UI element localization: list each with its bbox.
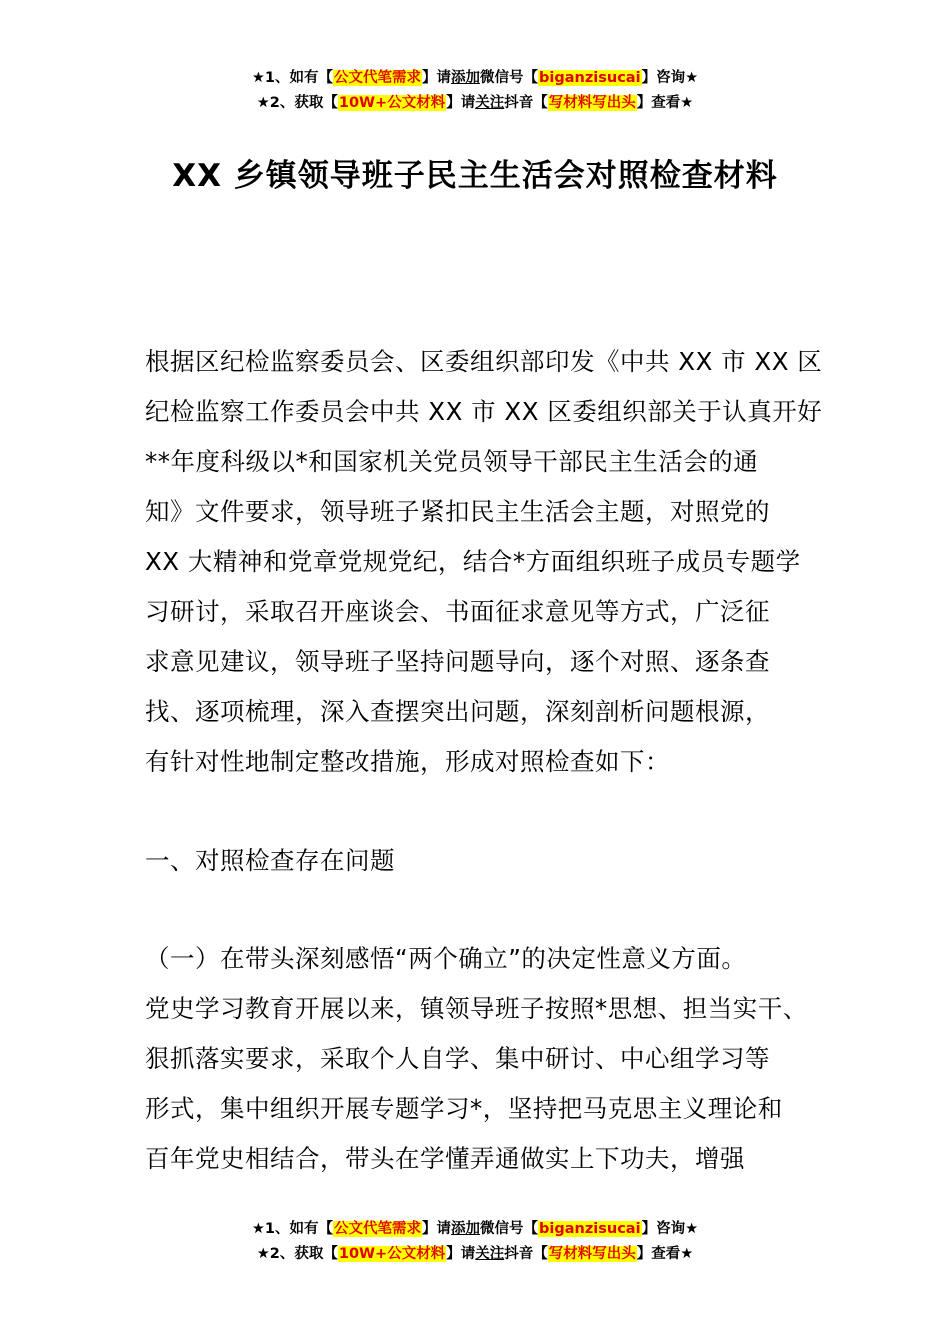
paragraph-line: 根据区纪检监察委员会、区委组织部印发《中共 XX 市 XX 区 xyxy=(145,347,823,376)
promo-highlight: 写材料写出头 xyxy=(548,1246,636,1262)
paragraph-line: 找、逐项梳理，深入查摆突出问题，深刻剖析问题根源， xyxy=(145,697,770,726)
intro-paragraph xyxy=(145,337,825,787)
footer-promo-banner xyxy=(0,1217,950,1267)
paragraph-line: 习研讨，采取召开座谈会、书面征求意见等方式，广泛征 xyxy=(145,597,770,626)
promo-highlight: 公文代笔需求 xyxy=(334,70,422,86)
paragraph-line: **年度科级以*和国家机关党员领导干部民主生活会的通 xyxy=(145,447,759,476)
paragraph-line: 狠抓落实要求，采取个人自学、集中研讨、中心组学习等 xyxy=(145,1044,770,1073)
promo-highlight: biganzisucai xyxy=(539,70,641,86)
section-heading: 一、对照检查存在问题 xyxy=(145,846,395,875)
promo-line-1: ★1、如有【公文代笔需求】请添加微信号【biganzisucai】咨询★ xyxy=(251,1221,699,1237)
paragraph-line: 形式，集中组织开展专题学习*，坚持把马克思主义理论和 xyxy=(145,1094,783,1123)
promo-highlight: 写材料写出头 xyxy=(548,95,636,111)
promo-highlight: biganzisucai xyxy=(539,1221,641,1237)
promo-highlight: 10W+公文材料 xyxy=(338,1246,446,1262)
section-paragraph xyxy=(145,934,825,1184)
paragraph-line: 百年党史相结合，带头在学懂弄通做实上下功夫，增强 xyxy=(145,1144,745,1173)
document-title: XX 乡镇领导班子民主生活会对照检查材料 xyxy=(172,158,778,194)
promo-highlight: 公文代笔需求 xyxy=(334,1221,422,1237)
promo-line-2: ★2、获取【10W+公文材料】请关注抖音【写材料写出头】查看★ xyxy=(256,95,694,111)
paragraph-line: 党史学习教育开展以来，镇领导班子按照*思想、担当实干、 xyxy=(145,994,808,1023)
paragraph-line: 有针对性地制定整改措施，形成对照检查如下： xyxy=(145,747,670,776)
header-promo-banner xyxy=(0,66,950,116)
paragraph-line: （一）在带头深刻感悟“两个确立”的决定性意义方面。 xyxy=(145,944,747,973)
paragraph-line: XX 大精神和党章党规党纪，结合*方面组织班子成员专题学 xyxy=(145,547,801,576)
promo-highlight: 10W+公文材料 xyxy=(338,95,446,111)
paragraph-line: 纪检监察工作委员会中共 XX 市 XX 区委组织部关于认真开好 xyxy=(145,397,823,426)
paragraph-line: 知》文件要求，领导班子紧扣民主生活会主题，对照党的 xyxy=(145,497,770,526)
promo-line-1: ★1、如有【公文代笔需求】请添加微信号【biganzisucai】咨询★ xyxy=(251,70,699,86)
paragraph-line: 求意见建议，领导班子坚持问题导向，逐个对照、逐条查 xyxy=(145,647,770,676)
promo-line-2: ★2、获取【10W+公文材料】请关注抖音【写材料写出头】查看★ xyxy=(256,1246,694,1262)
